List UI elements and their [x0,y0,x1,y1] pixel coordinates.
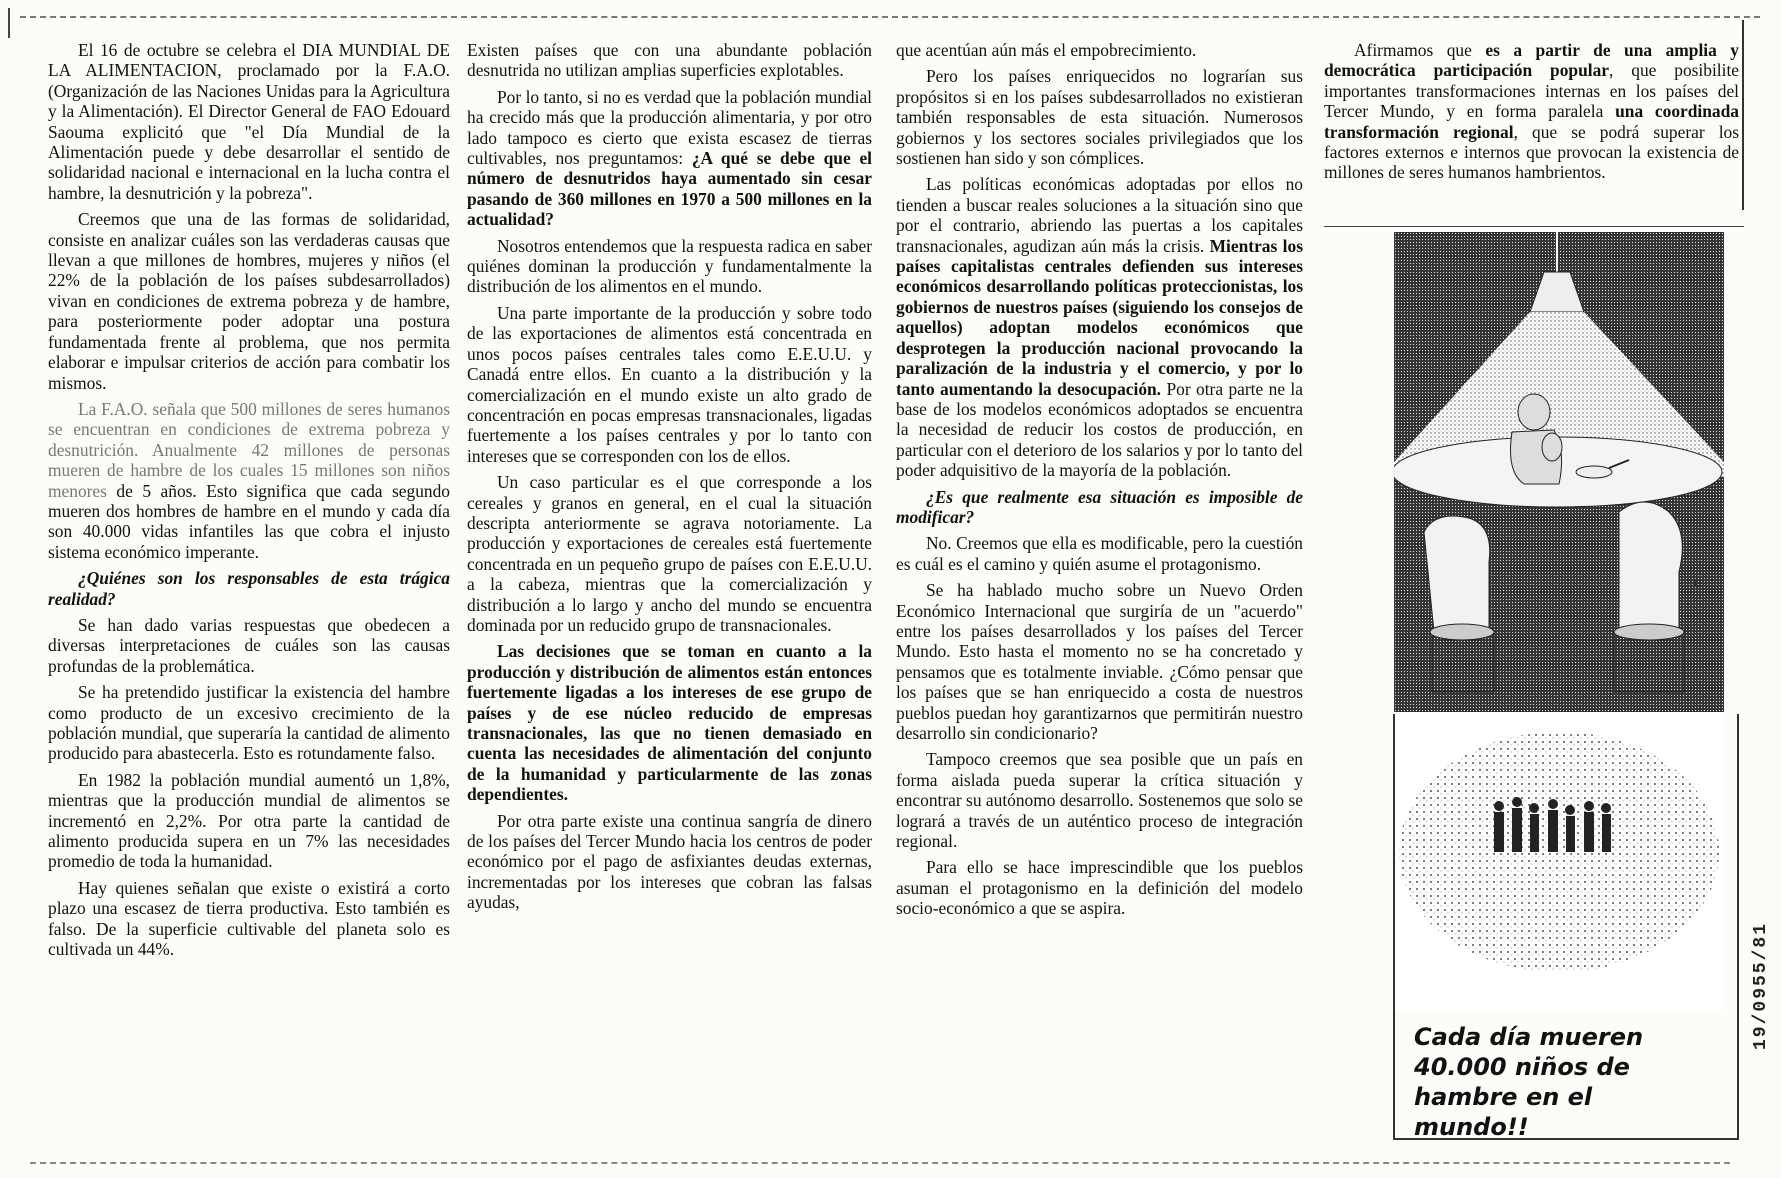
faded-text: La F.A.O. señala que 500 millones de seres humanos se encuentran en condiciones de extrema pobreza y desnutrición. Anualmente 42 millones de personas mueren de hambre de los cuales 15 millones son niños menores [48,398,450,501]
column-divider [1742,20,1744,210]
paragraph: Por otra parte existe una continua sangría de dinero de los países del Tercer Mundo hacia los centros de poder económico por el pago de asfixiantes deudas externas, incrementadas por los intereses que cobran las falsas ayudas, [467,810,872,913]
paragraph: Nosotros entendemos que la respuesta radica en saber quiénes dominan la producción y fundamentalmente la distribución de los alimentos en el mundo. [467,235,872,297]
column-4-rule [1324,226,1744,227]
column-3 [896,40,1303,925]
paragraph: No. Creemos que ella es modificable, pero la cuestión es cuál es el camino y quién asume el protagonismo. [896,533,1303,574]
archive-stamp-text: 19/0955/81 [1751,921,1771,1050]
paragraph: Hay quienes señalan que existe o existirá a corto plazo una escasez de tierra productiva. Esto también es falso. De la superficie cultivable del planeta solo es cultivada un 44%. [48,877,450,960]
paragraph: Se ha pretendido justificar la existencia del hambre como producto de un excesivo crecimiento de la población mundial, que superaría la cantidad de alimento producido para abastecerla. Esto es rotundamente falso. [48,682,450,764]
paragraph-text: Por otra parte ne la base de los modelos económicos adoptados se encuentra la necesidad de reducir los costos de producción, en particular con el deterioro de los salarios y por lo tanto del poder adquisitivo de la mayoría de la población. [896,378,1303,481]
paragraph: Se han dado varias respuestas que obedecen a diversas interpretaciones de cuáles son las causas profundas de la problemática. [48,614,450,676]
subheading: ¿Quiénes son los responsables de esta trágica realidad? [48,568,450,609]
paragraph: Creemos que una de las formas de solidaridad, consiste en analizar cuáles son las verdaderas causas que llevan a que millones de hombres, mujeres y niños (el 22% de la población de los países subdesarrollados) vivan en condiciones de extrema pobreza y de hambre, para posteriormente poder adoptar una postura fundamentada frente al problema, que nos permita elaborar e impulsar criterios de acción para combatir los mismos. [48,209,450,393]
paragraph-text: Por lo tanto, si no es verdad que la población mundial ha crecido más que la producción alimentaria, y por otro lado tampoco es cierto que exista escasez de tierras cultivables, nos preguntamos: [467,86,872,169]
paragraph: Pero los países enriquecidos no lograrían sus propósitos si en los países subdesarrollados no existieran también responsables de esta situación. Numerosos gobiernos y los sectores sociales privilegiados que los sostienen han sido y son cómplices. [896,66,1303,169]
paragraph [896,174,1303,480]
right-fist [1614,502,1684,692]
page-edge-mark [8,8,10,38]
illustration-caption: Cada día mueren 40.000 niños de hambre en el mundo!! [1414,1023,1644,1141]
subheading: ¿Es que realmente esa situación es imposible de modificar? [896,486,1303,527]
bold-question: ¿A qué se debe que el número de desnutridos haya aumentado sin cesar pasando de 360 millones en 1970 a 500 millones en la actualidad? [467,148,872,230]
lamp-illustration [1394,232,1724,712]
paragraph: que acentúan aún más el empobrecimiento. [896,40,1197,60]
empty-plate [1576,466,1612,478]
illustration-box-right [1737,714,1739,1138]
paragraph: Un caso particular es el que corresponde a los cereales y granos en general, en el cual la situación descripta anteriormente se agrava notoriamente. La producción y exportaciones de cereales está fuertemente concentrada en un pequeño grupo de países con E.E.U.U. a la cabeza, mientras que la comercialización y distribución a lo largo y ancho del mundo se encuentra dominada por un reducido grupo de transnacionales. [467,472,872,635]
bottom-rule [30,1162,1730,1164]
paragraph: Una parte importante de la producción y sobre todo de las exportaciones de alimentos está concentrada en unos pocos países centrales tales como E.E.U.U. y Canadá entre ellos. En cuanto a la distribución y la comercialización en el mundo existe un alto grado de concentración en pocas empresas transnacionales, ligadas fuertemente a los países centrales y por lo tanto con intereses que se corresponden con los de ellos. [467,302,872,466]
bold-text: Mientras los países capitalistas centrales defienden sus intereses económicos desarrollando políticas proteccionistas, los gobiernos de nuestros países (siguiendo los consejos de aquellos) adoptan modelos económicos que desprotegen la producción nacional provocando la paralización de la industria y el comercio, y por lo tanto aumentando la desocupación. [896,235,1303,399]
bold-text: Las decisiones que se toman en cuanto a la producción y distribución de alimentos están entonces fuertemente ligadas a los intereses de ese grupo de países y de ese núcleo reducido de empresas transnacionales, las que no tienen demasiado en cuenta las necesidades de alimentación del conjunto de la humanidad y particularmente de las zonas dependientes. [467,641,872,805]
bold-text: una coordinada transformación regional [1324,101,1739,142]
column-2 [467,40,872,919]
paragraph: Se ha hablado mucho sobre un Nuevo Orden Económico Internacional que surgiría de un "acuerdo" entre los países desarrollados y los países del Tercer Mundo. Esto hasta el momento no se ha concretado y pensamos que es totalmente inviable. ¿Cómo pensar que los países que se han enriquecido a costa de nuestros pueblos puedan hoy garantizarnos que permitirán nuestro desarrollo sin condicionario? [896,580,1303,743]
paragraph-text: Las políticas económicas adoptadas por ellos no tienden a buscar reales soluciones a la situación sino que por el contrario, abriendo las puertas a los capitales transnacionales, agudizan aún más la crisis. [896,174,1303,256]
column-1 [48,40,450,965]
artist-signature: G [1694,579,1702,590]
paragraph-faded [48,399,450,562]
silhouettes-illustration [1394,712,1724,1012]
paragraph: El 16 de octubre se celebra el DIA MUNDIAL DE LA ALIMENTACION, proclamado por la F.A.O. (Organización de las Naciones Unidas para la Agricultura y la Alimentación). El Director General de FAO Edouard Saouma explicitó que "el Día Mundial de la Alimentación puede y debe desarrollar el sentido de solidaridad nacional e internacional en la lucha contra el hambre, la desnutrición y la pobreza". [48,40,450,203]
illustration-box-left [1393,714,1395,1138]
paragraph: En 1982 la población mundial aumentó un 1,8%, mientras que la producción mundial de alimentos se incrementó en 2,2%. Por otra parte la cantidad de alimento producida supera en un 7% las necesidades promedio de toda la humanidad. [48,769,450,872]
paragraph-text: , que posibilite importantes transformaciones internas en los países del Tercer Mundo, y en forma paralela [1324,60,1739,122]
paragraph [467,87,872,230]
paragraph: Tampoco creemos que sea posible que un país en forma aislada pueda superar la crítica situación y encontrar su autónomo desarrollo. Sostenemos que solo se logrará a través de un auténtico proceso de integración regional. [896,749,1303,852]
paragraph [1324,40,1739,183]
archive-stamp [1745,820,1775,1060]
paragraph: Existen países que con una abundante población desnutrida no utilizan amplias superficies explotables. [467,40,872,81]
bold-paragraph [467,641,872,804]
paragraph: Para ello se hace imprescindible que los pueblos asuman el protagonismo en la definición del modelo socio-económico a que se aspira. [896,857,1303,919]
left-fist [1424,516,1494,692]
paragraph-text: de 5 años. Esto significa que cada segundo mueren dos hombres de hambre en el mundo y cada día son 40.000 vidas infantiles las que cobra el injusto sistema económico imperante. [48,480,450,562]
top-rule [20,16,1760,18]
paragraph-text: , que se podrá superar los factores externos e internos que provocan la existencia de millones de seres humanos hambrientos. [1324,121,1739,183]
paragraph-text: Afirmamos que [1354,40,1472,60]
column-4 [1324,40,1739,189]
bold-text: es a partir de una amplia y democrática participación popular [1324,40,1739,81]
